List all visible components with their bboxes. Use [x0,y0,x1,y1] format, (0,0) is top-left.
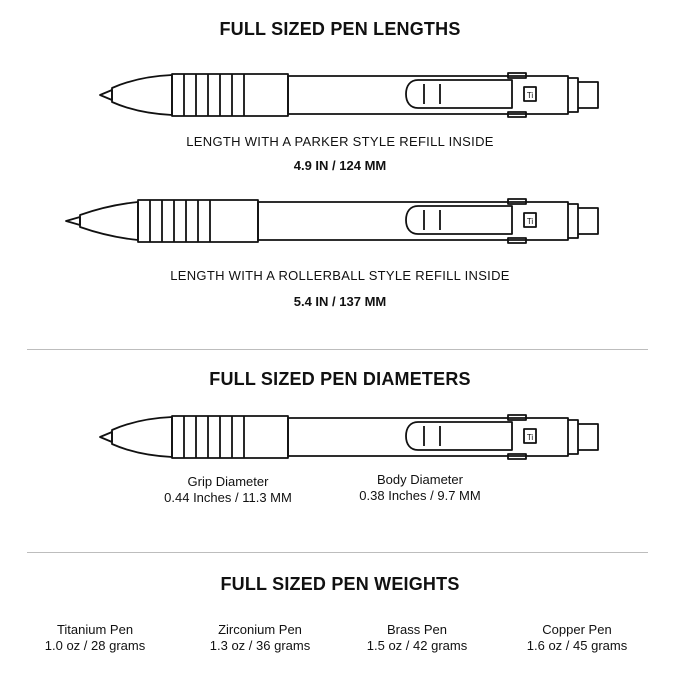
weight-label: Titanium Pen [56,622,134,637]
rollerball-length-value: 5.4 IN / 137 MM [293,294,387,309]
weight-label: Copper Pen [542,622,612,637]
pen-illustration-diameter [0,410,680,466]
grip-diameter-label: Grip Diameter [187,474,269,489]
clip-logo: Ti [526,91,534,100]
grip-diameter-value: 0.44 Inches / 11.3 MM [164,490,292,505]
weight-item-titanium [15,622,175,654]
weight-item-zirconium [180,622,340,654]
grip-diameter [128,474,328,506]
weight-item-brass [337,622,497,654]
body-diameter-label: Body Diameter [377,472,463,487]
clip-logo: Ti [526,217,534,226]
weight-value: 1.3 oz / 36 grams [209,638,311,653]
diameters-heading: FULL SIZED PEN DIAMETERS [209,369,471,389]
body-diameter-value: 0.38 Inches / 9.7 MM [359,488,481,503]
parker-length-value: 4.9 IN / 124 MM [293,158,387,173]
weight-item-copper [497,622,657,654]
weight-value: 1.5 oz / 42 grams [366,638,468,653]
pen-illustration-rollerball [0,194,680,250]
body-diameter [320,472,520,504]
weights-heading: FULL SIZED PEN WEIGHTS [220,574,460,594]
weight-value: 1.0 oz / 28 grams [44,638,146,653]
section-divider [27,349,648,350]
weight-value: 1.6 oz / 45 grams [526,638,628,653]
parker-caption: LENGTH WITH A PARKER STYLE REFILL INSIDE [186,134,494,149]
pen-illustration-parker [0,68,680,124]
rollerball-caption: LENGTH WITH A ROLLERBALL STYLE REFILL INSIDE [170,268,510,283]
lengths-heading: FULL SIZED PEN LENGTHS [219,19,461,39]
weight-label: Brass Pen [387,622,447,637]
section-divider [27,552,648,553]
weight-label: Zirconium Pen [218,622,302,637]
clip-logo: Ti [526,433,534,442]
